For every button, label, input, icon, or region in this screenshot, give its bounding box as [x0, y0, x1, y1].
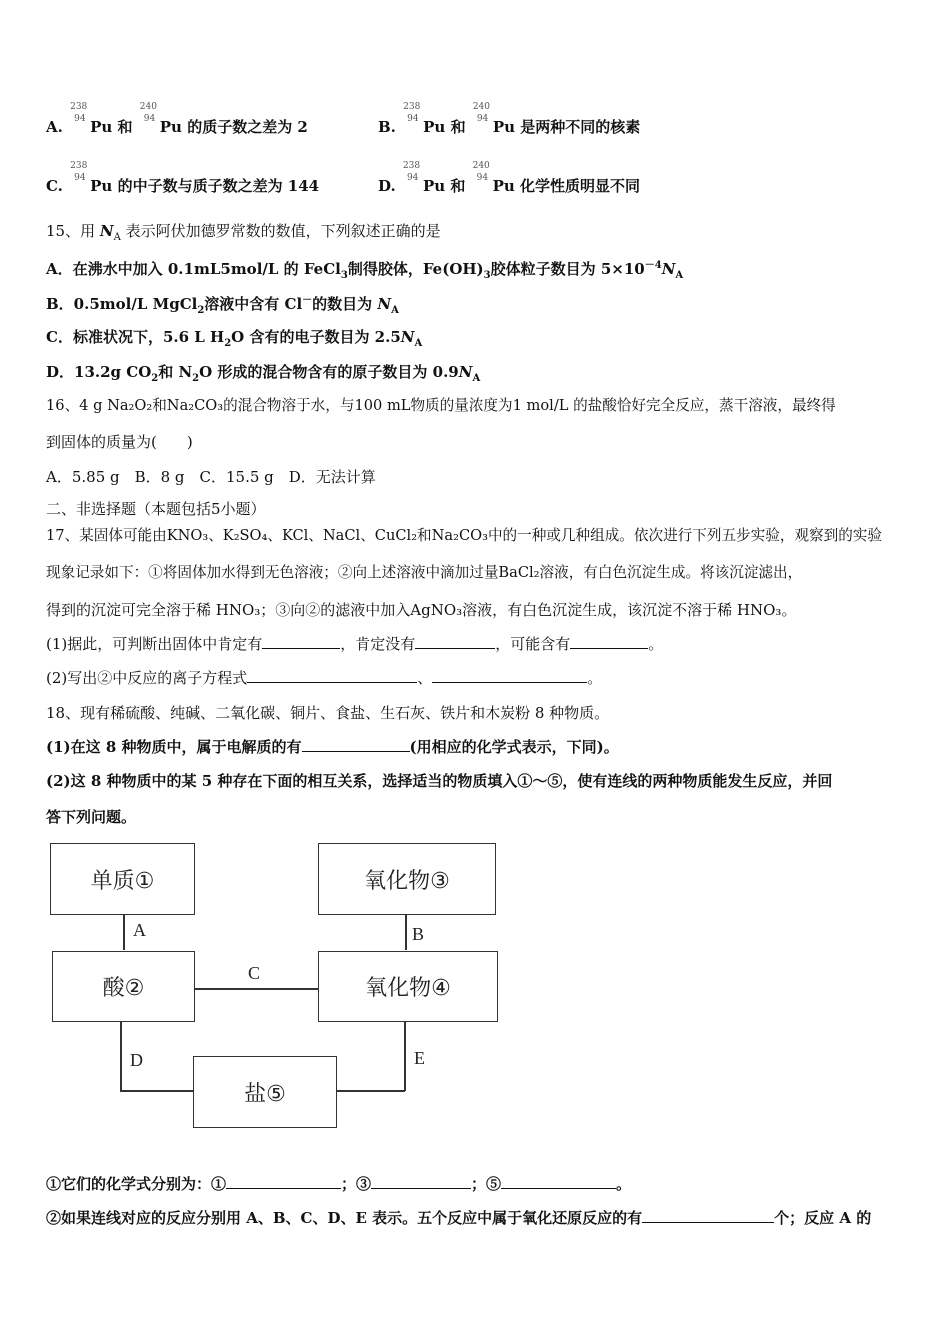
- q17-line3: 得到的沉淀可完全溶于稀 HNO₃；③向②的滤液中加入AgNO₃溶液，有白色沉淀生成，该沉淀不溶于稀 HNO₃。: [46, 601, 797, 619]
- q15-option-d: D．13.2g $CO_2$和 $N_2O$ 形成的混合物含有的原子数目为 $0.9N_A$: [46, 363, 481, 384]
- q15-option-c: C．标准状况下，5.6 L $H_2O$ 含有的电子数目为 $2.5N_A$: [46, 328, 423, 349]
- q16-line2: 到固体的质量为( ): [46, 433, 193, 451]
- section-heading: 二、非选择题（本题包括5小题）: [46, 500, 266, 518]
- answer-blank: [371, 1174, 471, 1189]
- answer-blank: [570, 634, 648, 649]
- line-e-vert: [404, 1021, 406, 1091]
- line-c: [194, 988, 318, 990]
- q18-part1: (1)在这 8 种物质中，属于电解质的有 (用相应的化学式表示，下同)。: [46, 738, 619, 756]
- q17-line1: 17、某固体可能由KNO₃、K₂SO₄、KCl、NaCl、CuCl₂和Na₂CO₃中的一种或几种组成。依次进行下列五步实验，观察到的实验: [46, 527, 882, 544]
- q18-sub1: ①它们的化学式分别为：① ；③ ；⑤ 。: [46, 1175, 632, 1193]
- line-d-vert: [120, 1021, 122, 1091]
- label-c: C: [248, 963, 261, 983]
- q14-option-b: B. 238 94 Pu 和 240 94 Pu 是两种不同的核素: [378, 102, 641, 136]
- q14-option-c: C. 238 94 Pu 的中子数与质子数之差为 144: [46, 161, 320, 195]
- answer-blank: [302, 737, 410, 752]
- q15-option-b: B．0.5mol/L MgCl$_2$溶液中含有 Cl－的数目为 $N_A$: [46, 295, 399, 316]
- q15-stem: 15、用 $N_A$ 表示阿伏加德罗常数的数值，下列叙述正确的是: [46, 222, 441, 243]
- answer-blank: [642, 1208, 774, 1223]
- answer-blank: [226, 1174, 341, 1189]
- answer-blank: [415, 634, 495, 649]
- label-d: D: [130, 1050, 143, 1070]
- q14-option-d: D. 238 94 Pu 和 240 94 Pu 化学性质明显不同: [378, 161, 641, 195]
- label-b: B: [412, 924, 425, 944]
- line-d-horiz: [120, 1090, 194, 1092]
- q17-part1: (1)据此，可判断出固体中肯定有 ，肯定没有 ，可能含有 。: [46, 635, 664, 653]
- q14-option-a: A. 238 94 Pu 和 240 94 Pu 的质子数之差为 2: [46, 102, 308, 136]
- label-e: E: [414, 1048, 425, 1068]
- line-a: [123, 914, 125, 950]
- box-element: 单质①: [50, 843, 195, 915]
- answer-blank: [262, 634, 340, 649]
- box-oxide-4: 氧化物④: [318, 951, 498, 1022]
- nuclide-pu240: 240 94 Pu: [139, 102, 182, 136]
- q18-part2-line1: (2)这 8 种物质中的某 5 种存在下面的相互关系，选择适当的物质填入①～⑤，使有连线的两种物质能发生反应，并回: [46, 772, 833, 790]
- box-oxide-3: 氧化物③: [318, 843, 496, 915]
- q18-part2-line2: 答下列问题。: [46, 808, 137, 826]
- q16-options: A．5.85 g B．8 g C．15.5 g D．无法计算: [46, 468, 376, 486]
- answer-blank: [501, 1174, 616, 1189]
- line-e-horiz: [336, 1090, 405, 1092]
- q18-stem: 18、现有稀硫酸、纯碱、二氧化碳、铜片、食盐、生石灰、铁片和木炭粉 8 种物质。: [46, 704, 610, 722]
- box-salt: 盐⑤: [193, 1056, 337, 1128]
- line-b: [405, 914, 407, 950]
- q15-option-a: A．在沸水中加入 0.1mL5mol/L 的 FeCl$_3$制得胶体，$Fe(OH)_3$胶体粒子数目为 $5\times 10^{-4}N_A$: [46, 260, 684, 281]
- answer-blank: [247, 668, 417, 683]
- box-acid: 酸②: [52, 951, 195, 1022]
- answer-blank: [432, 668, 587, 683]
- label-a: A: [133, 920, 146, 940]
- q17-line2: 现象记录如下：①将固体加水得到无色溶液；②向上述溶液中滴加过量BaCl₂溶液，有白色沉淀生成。将该沉淀滤出，: [46, 564, 803, 581]
- nuclide-pu238: 238 94 Pu: [70, 102, 113, 136]
- q17-part2: (2)写出②中反应的离子方程式 、 。: [46, 669, 603, 687]
- q18-sub2: ②如果连线对应的反应分别用 A、B、C、D、E 表示。五个反应中属于氧化还原反应的有 个；反应 A 的: [46, 1209, 872, 1227]
- q16-line1: 16、4 g Na₂O₂和Na₂CO₃的混合物溶于水，与100 mL物质的量浓度为1 mol/L 的盐酸恰好完全反应，蒸干溶液，最终得: [46, 397, 836, 414]
